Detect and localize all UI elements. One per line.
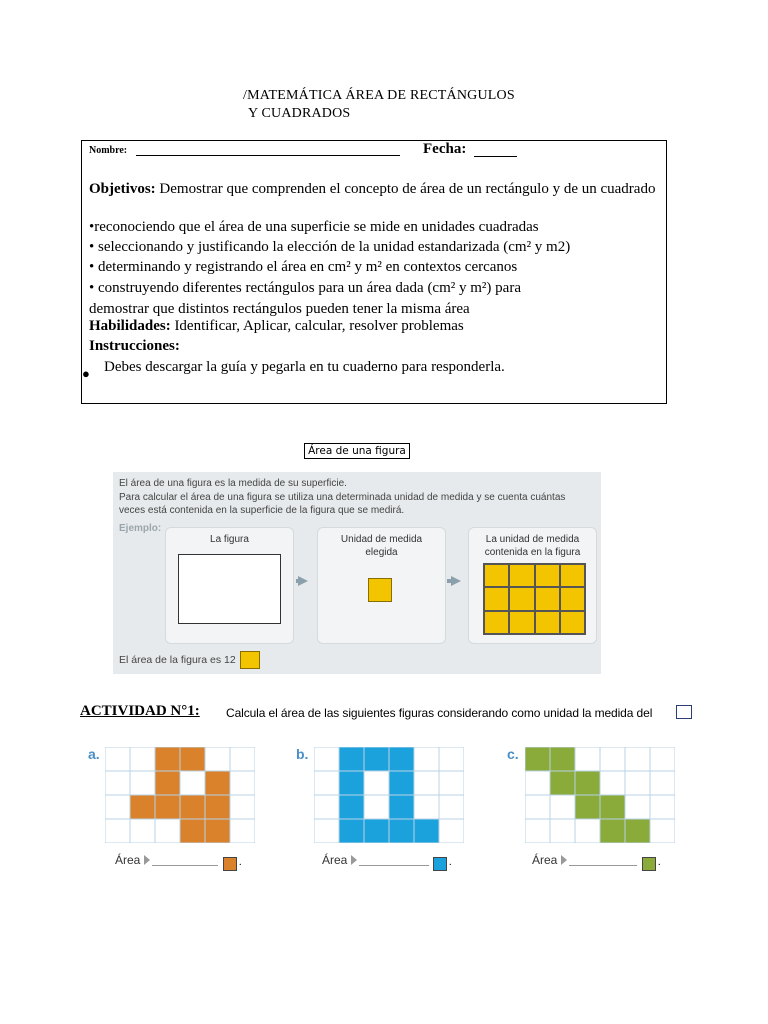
caret-right-icon <box>561 855 567 865</box>
instruccion-item: Debes descargar la guía y pegarla en tu cuaderno para responderla. <box>104 359 505 375</box>
figure-a-unit-swatch <box>223 857 237 871</box>
fecha-label: Fecha: <box>423 141 467 157</box>
card-contenida-label-2: contenida en la figura <box>484 547 581 558</box>
panel-line-1: El área de una figura es la medida de su superficie. <box>119 478 347 489</box>
figure-c-answer-line[interactable] <box>569 865 637 866</box>
area-section-title: Área de una figura <box>304 443 410 459</box>
figure-c-dot: . <box>658 857 661 868</box>
bullet-1: •reconociendo que el área de una superficie se mide en unidades cuadradas <box>89 219 539 235</box>
card-unidad-label-1: Unidad de medida <box>340 534 423 545</box>
result-unit-square <box>240 651 260 669</box>
card-figura <box>165 527 294 644</box>
bullet-3: • determinando y registrando el área en cm² y m² en contextos cercanos <box>89 259 518 275</box>
unit-square-icon <box>676 705 692 719</box>
page-subtitle: Y CUADRADOS <box>248 106 351 121</box>
nombre-field[interactable] <box>136 155 400 156</box>
area-result: El área de la figura es 12 <box>119 654 236 666</box>
figure-c-letter: c. <box>507 746 519 762</box>
objetivos-label: Objetivos: <box>89 181 156 197</box>
figure-a-grid <box>105 747 255 843</box>
figure-b-answer-line[interactable] <box>359 865 429 866</box>
card-unidad <box>317 527 446 644</box>
figure-b-unit-swatch <box>433 857 447 871</box>
figure-a-area-label: Área <box>115 853 141 867</box>
panel-line-2: Para calcular el área de una figura se utiliza una determinada unidad de medida y se cuenta cuántas <box>119 492 566 503</box>
figure-a-answer-line[interactable] <box>152 865 218 866</box>
figure-a-letter: a. <box>88 746 100 762</box>
caret-right-icon <box>351 855 357 865</box>
activity-label: ACTIVIDAD N°1: <box>80 703 200 719</box>
bullet-dot-icon: ● <box>82 366 90 381</box>
figure-b-dot: . <box>449 857 452 868</box>
figure-b-grid <box>314 747 464 843</box>
card-unidad-label-2: elegida <box>365 547 398 558</box>
figure-a-dot: . <box>239 857 242 868</box>
bullet-5: demostrar que distintos rectángulos pueden tener la misma área <box>89 301 470 317</box>
card-contenida <box>468 527 597 644</box>
arrow-icon-stem <box>296 579 301 583</box>
arrow-icon <box>451 576 461 586</box>
caret-right-icon <box>144 855 150 865</box>
page-title: /MATEMÁTICA ÁREA DE RECTÁNGULOS <box>243 88 515 103</box>
figure-c-area-label: Área <box>532 853 558 867</box>
card-contenida-label-1: La unidad de medida <box>485 534 580 545</box>
objetivos <box>89 179 664 199</box>
panel-line-3: veces está contenida en la superficie de la figura que se medirá. <box>119 505 405 516</box>
card-figura-label: La figura <box>210 534 249 545</box>
figure-rectangle <box>178 554 281 624</box>
unit-square <box>368 578 392 602</box>
figure-b-letter: b. <box>296 746 309 762</box>
activity-figures-panel <box>80 740 678 877</box>
figure-b-area-label: Área <box>322 853 348 867</box>
habilidades-label: Habilidades: <box>89 318 171 334</box>
area-explanation-panel <box>113 472 601 674</box>
activity-description: Calcula el área de las siguientes figuras considerando como unidad la medida del <box>226 706 653 720</box>
objetivos-text: Demostrar que comprenden el concepto de área de un rectángulo y de un cuadrado <box>155 181 656 197</box>
bullet-4: • construyendo diferentes rectángulos para un área dada (cm² y m²) para <box>89 280 521 296</box>
figure-c-unit-swatch <box>642 857 656 871</box>
nombre-label: Nombre: <box>89 145 128 156</box>
unit-grid-12 <box>483 563 586 635</box>
habilidades <box>89 318 464 335</box>
fecha-field[interactable] <box>474 156 517 157</box>
instrucciones-label: Instrucciones: <box>89 338 180 354</box>
bullet-2: • seleccionando y justificando la elección de la unidad estandarizada (cm² y m2) <box>89 239 571 255</box>
figure-c-grid <box>525 747 675 843</box>
habilidades-text: Identificar, Aplicar, calcular, resolver problemas <box>170 318 464 334</box>
arrow-icon-stem <box>447 579 452 583</box>
ejemplo-label: Ejemplo: <box>119 523 162 534</box>
